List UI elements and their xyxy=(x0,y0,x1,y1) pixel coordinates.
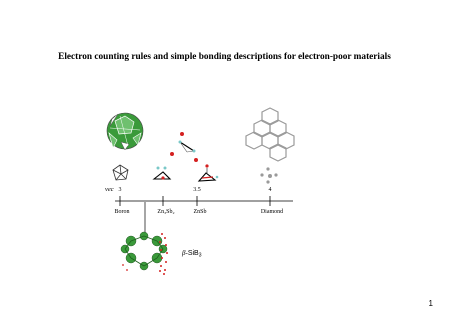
si-b3-structure-image xyxy=(121,232,168,275)
material-label-znsb: ZnSb xyxy=(193,209,207,215)
diamond-tetrahedron-motif xyxy=(260,167,277,183)
tick-label-3-5: 3.5 xyxy=(193,187,201,193)
si-b3-label-formula: SiB xyxy=(187,250,199,257)
zn3sb2-structure-image xyxy=(170,132,198,162)
boron-cluster-image xyxy=(107,113,143,150)
material-label-diamond: Diamond xyxy=(260,209,284,215)
si-b3-label xyxy=(181,249,202,259)
si-b3-label-prefix: β- xyxy=(182,249,188,257)
material-label-zn3sb2: Zn₃Sb₂ xyxy=(157,209,175,215)
slide-title: Electron counting rules and simple bonding descriptions for electron-poor materials xyxy=(58,52,391,62)
si-b3-label-subscript: 3 xyxy=(198,252,202,259)
diamond-network-image xyxy=(246,108,294,161)
material-label-boron: Boron xyxy=(114,209,130,215)
znsb-motif xyxy=(199,164,218,181)
tick-label-4: 4 xyxy=(268,187,272,193)
page-number: 1 xyxy=(428,299,433,308)
axis-symbol-label: vec xyxy=(105,186,114,193)
tick-label-3: 3 xyxy=(118,187,122,193)
zn3sb2-motif xyxy=(154,167,170,180)
boron-icosahedron-motif xyxy=(113,165,128,180)
